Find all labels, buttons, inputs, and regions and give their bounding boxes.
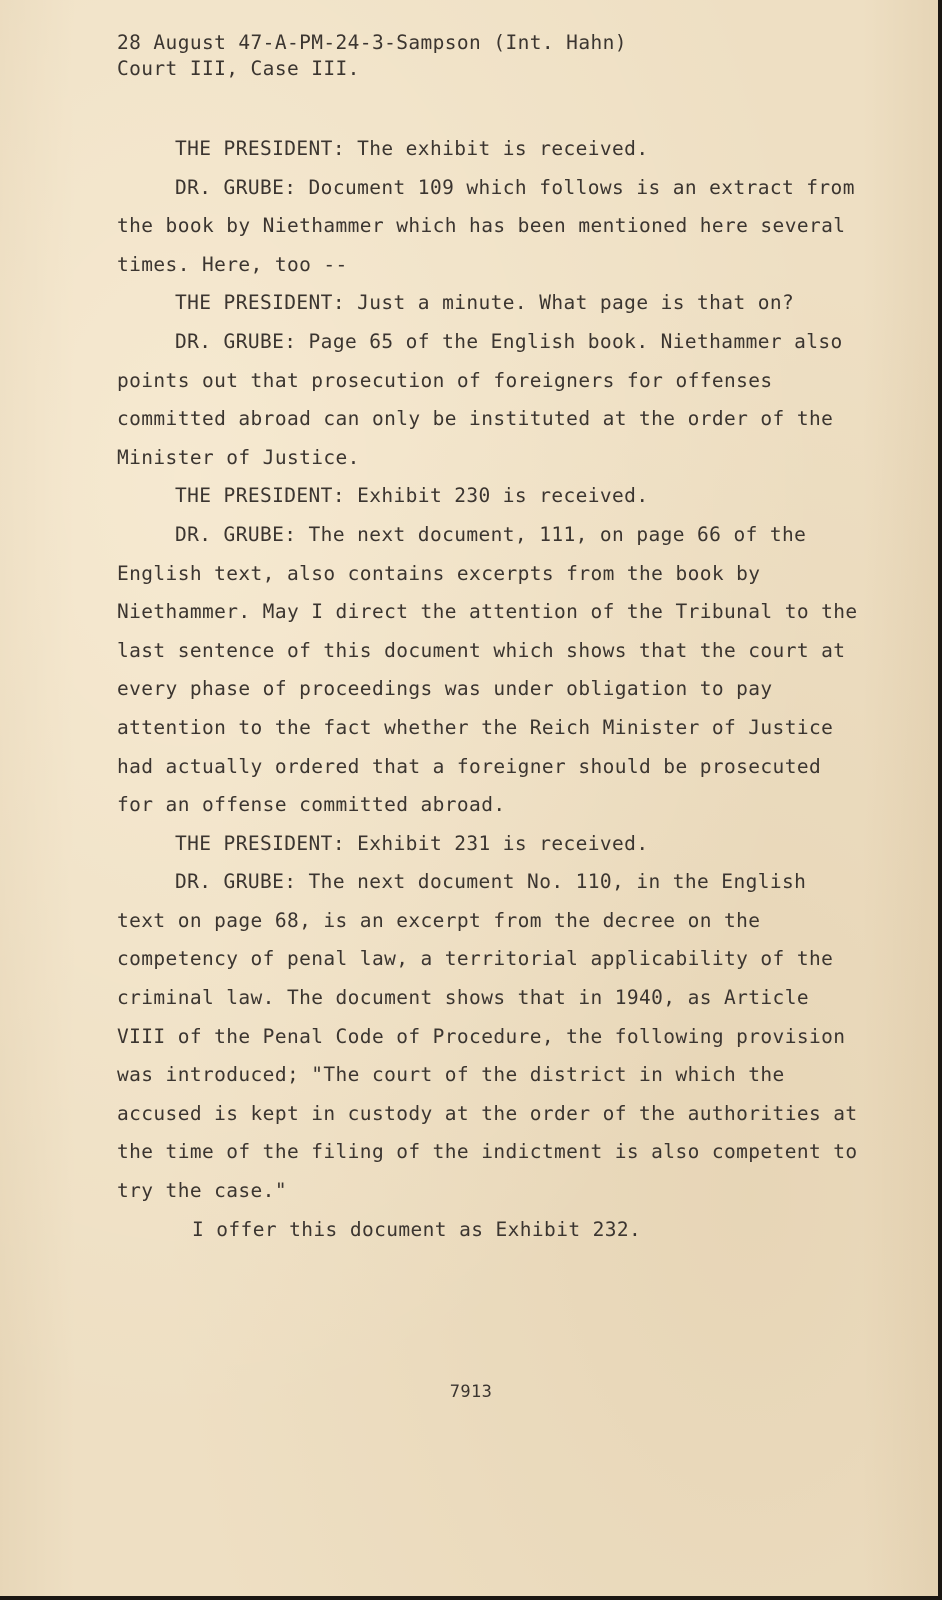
transcript-paragraph: THE PRESIDENT: Just a minute. What page is that on?: [175, 291, 795, 315]
transcript-paragraph: DR. GRUBE: Document 109 which follows is an extract from the book by Niethammer which has been mentioned here several times. Here, too --: [117, 175, 855, 276]
transcript-paragraph: THE PRESIDENT: Exhibit 231 is received.: [175, 831, 649, 855]
transcript-paragraph: THE PRESIDENT: The exhibit is received.: [175, 137, 649, 160]
transcript-paragraph: DR. GRUBE: Page 65 of the English book. Niethammer also points out that prosecution of foreigners for offenses committed abroad can only be instituted at the order of the Minister of Justice.: [117, 329, 843, 469]
transcript-paragraph: THE PRESIDENT: Exhibit 230 is received.: [175, 484, 649, 508]
document-header: [117, 30, 627, 82]
transcript-paragraph: DR. GRUBE: The next document No. 110, in the English text on page 68, is an excerpt from the decree on the competency of penal law, a territorial applicability of the criminal law. The document shows that in 1940, as Article VIII of the Penal Code of Procedure, the following provision was introduced; "The court of the district in which the accused is kept in custody at the order of the authorities at the time of the filing of the indictment is also competent to try the case.": [117, 870, 858, 1203]
page-number: 7913: [449, 1382, 493, 1402]
header-line-court-case: Court III, Case III.: [117, 57, 360, 80]
transcript-paragraph: I offer this document as Exhibit 232.: [192, 1217, 642, 1241]
header-line-date-reference: 28 August 47-A-PM-24-3-Sampson (Int. Hahn): [117, 31, 627, 54]
transcript-paragraph: DR. GRUBE: The next document, 111, on page 66 of the English text, also contains excerpts from the book by Niethammer. May I direct the attention of the Tribunal to the last sentence of this document which shows that the court at every phase of proceedings was under obligation to pay attention to the fact whether the Reich Minister of Justice had actually ordered that a foreigner should be prosecuted for an offense committed abroad.: [117, 522, 858, 817]
transcript-body: [117, 130, 862, 1249]
